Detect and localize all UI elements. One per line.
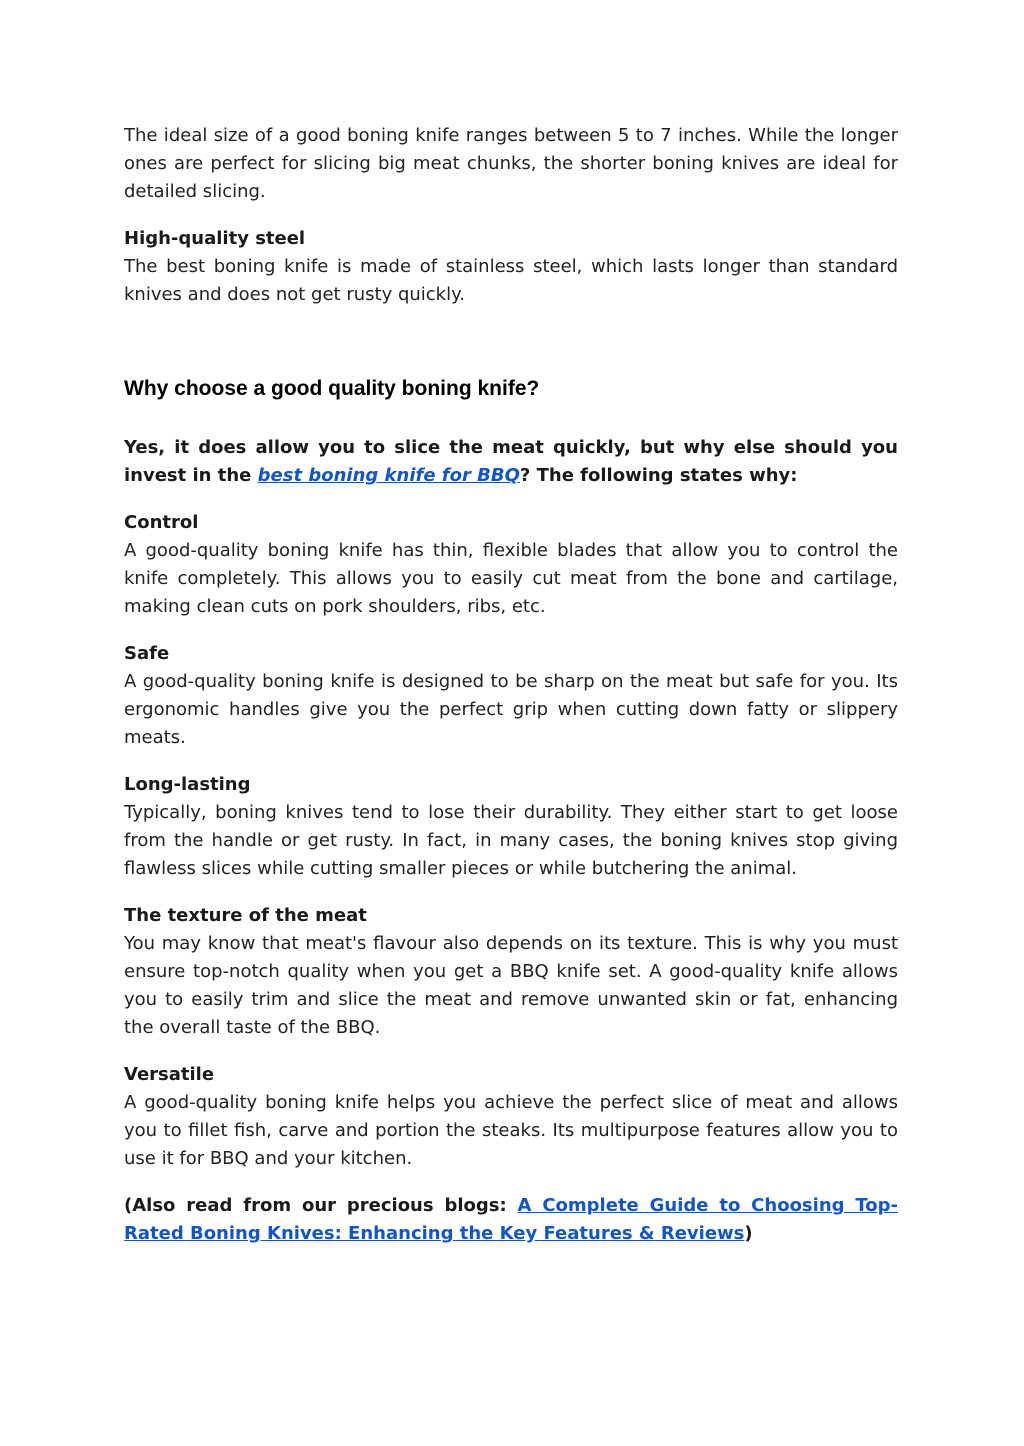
reason-heading: The texture of the meat xyxy=(124,905,367,926)
spacer xyxy=(124,403,898,434)
reason-body: A good-quality boning knife is designed to be sharp on the meat but safe for you. Its ergonomic handles give you the perfect grip when cutting down fatty or slippery meats. xyxy=(124,671,898,748)
reason-safe xyxy=(124,640,898,752)
intro-text-after: ? The following states why: xyxy=(519,465,798,486)
reason-body: A good-quality boning knife has thin, flexible blades that allow you to control the knife completely. This allows you to easily cut meat from the bone and cartilage, making clean cuts on pork shoulders, ribs, etc. xyxy=(124,540,898,617)
reason-body: You may know that meat's flavour also depends on its texture. This is why you must ensure top-notch quality when you get a BBQ knife set. A good-quality knife allows you to easily trim and slice the meat and remove unwanted skin or fat, enhancing the overall taste of the BBQ. xyxy=(124,933,898,1038)
also-read-after: ) xyxy=(744,1223,753,1244)
steel-body: The best boning knife is made of stainless steel, which lasts longer than standard knives and does not get rusty quickly. xyxy=(124,256,898,305)
intro-paragraph xyxy=(124,434,898,490)
intro-text-before: Yes, it does allow you to slice the meat quickly, but why else should you invest in the xyxy=(124,437,898,486)
reason-versatile xyxy=(124,1061,898,1173)
steel-heading: High-quality steel xyxy=(124,228,306,249)
steel-section xyxy=(124,225,898,309)
spacer xyxy=(124,309,898,375)
document-page xyxy=(124,122,898,1248)
reason-long-lasting xyxy=(124,771,898,883)
reason-heading: Long-lasting xyxy=(124,774,251,795)
reason-body: Typically, boning knives tend to lose their durability. They either start to get loose from the handle or get rusty. In fact, in many cases, the boning knives stop giving flawless slices while cutting smaller pieces or while butchering the animal. xyxy=(124,802,898,879)
reason-heading: Control xyxy=(124,512,199,533)
best-boning-knife-link[interactable]: best boning knife for BBQ xyxy=(257,465,520,486)
reason-heading: Safe xyxy=(124,643,170,664)
size-paragraph: The ideal size of a good boning knife ranges between 5 to 7 inches. While the longer ones are perfect for slicing big meat chunks, the shorter boning knives are ideal for detailed slicing. xyxy=(124,125,898,202)
reason-control xyxy=(124,509,898,621)
reason-heading: Versatile xyxy=(124,1064,215,1085)
reason-texture xyxy=(124,902,898,1042)
complete-guide-link[interactable]: A Complete Guide to Choosing Top-Rated Boning Knives: Enhancing the Key Features & Reviews xyxy=(124,1195,898,1244)
reason-body: A good-quality boning knife helps you achieve the perfect slice of meat and allows you to fillet fish, carve and portion the steaks. Its multipurpose features allow you to use it for BBQ and your kitchen. xyxy=(124,1092,898,1169)
also-read-before: (Also read from our precious blogs: xyxy=(124,1195,518,1216)
section-heading: Why choose a good quality boning knife? xyxy=(124,377,540,400)
also-read-paragraph xyxy=(124,1192,898,1248)
